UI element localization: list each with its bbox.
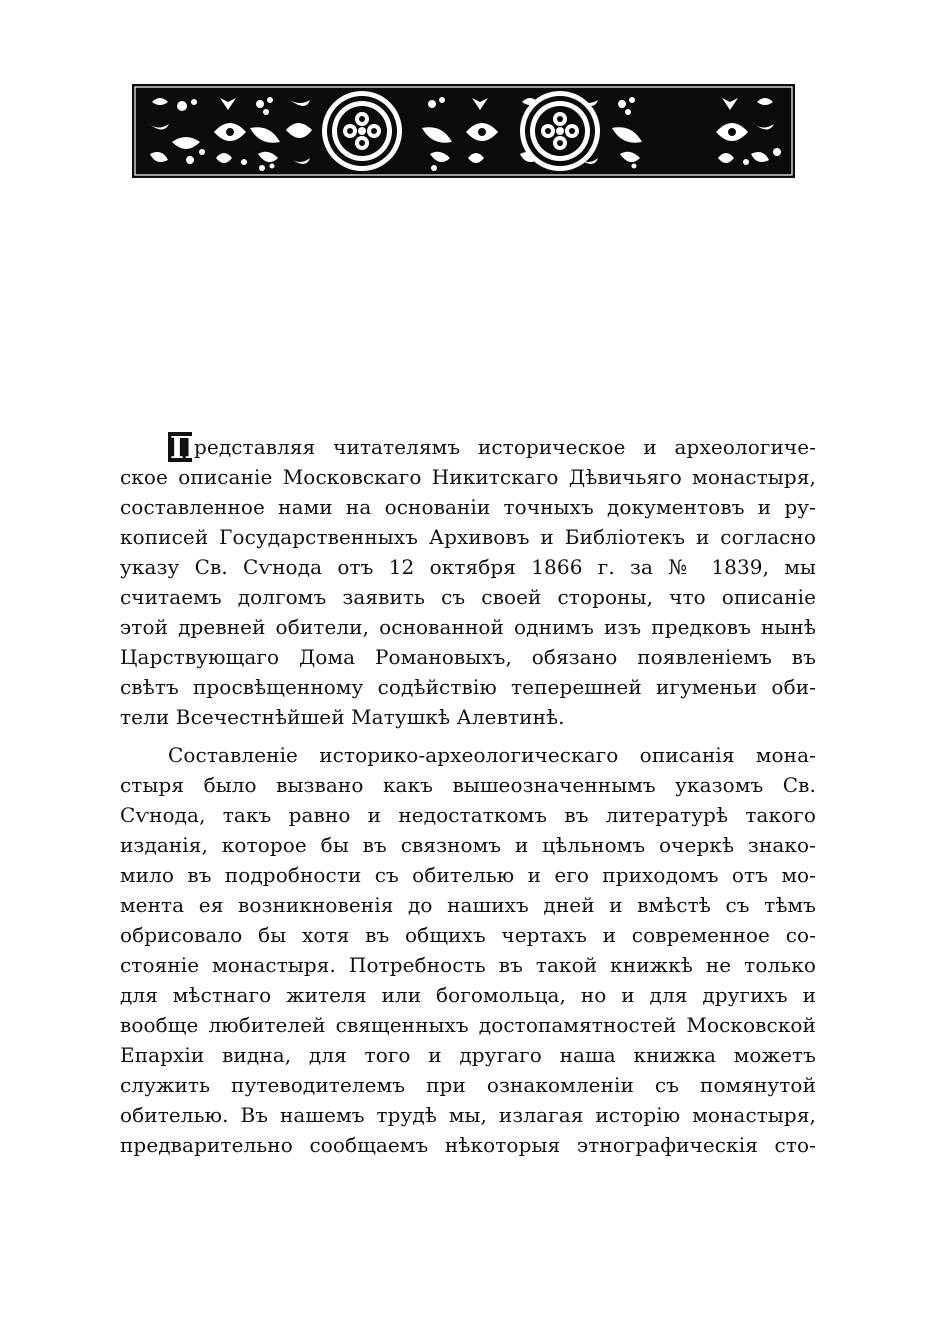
paragraph-2-line-14: предварительно сообщаемъ нѣкоторыя этнографическія сто- [120, 1133, 816, 1157]
paragraph-2-line-13: обителью. Въ нашемъ трудѣ мы, излагая исторію монастыря, [120, 1103, 816, 1127]
paragraph-1-line-4: кописей Государственныхъ Архивовъ и Библіотекъ и согласно [120, 525, 816, 549]
paragraph-1-line-5: указу Св. Сѵнода отъ 12 октября 1866 г. за № 1839, мы [120, 555, 816, 579]
paragraph-2-line-11: Епархіи видна, для того и другаго наша книжка можетъ [120, 1043, 816, 1067]
paragraph-2-line-7: обрисовало бы хотя въ общихъ чертахъ и современное со- [120, 923, 816, 947]
paragraph-1-line-3: составленное нами на основаніи точныхъ документовъ и ру- [120, 495, 816, 519]
paragraph-2-line-9: для мѣстнаго жителя или богомольца, но и для другихъ и [120, 983, 816, 1007]
paragraph-2-line-6: мента ея возникновенія до нашихъ дней и вмѣстѣ съ тѣмъ [120, 893, 816, 917]
paragraph-2-line-1: Составленіе историко-археологическаго описанія мона- [168, 743, 816, 767]
paragraph-1-line-1 [120, 431, 816, 466]
paragraph-2-line-12: служить путеводителемъ при ознакомленіи съ помянутой [120, 1073, 816, 1097]
paragraph-2-line-8: стояніе монастыря. Потребность въ такой книжкѣ не только [120, 953, 816, 977]
paragraph-2-line-4: изданія, которое бы въ связномъ и цѣльномъ очеркѣ знако- [120, 833, 816, 857]
dropcap-letter: П [170, 431, 199, 466]
paragraph-1-line-7: этой древней обители, основанной однимъ изъ предковъ нынѣ [120, 615, 816, 639]
paragraph-1-line-9: свѣтъ просвѣщенному содѣйствію теперешней игуменьи оби- [120, 675, 816, 699]
paragraph-2-line-5: мило въ подробности съ обителью и его приходомъ отъ мо- [120, 863, 816, 887]
paragraph-1-line-6: считаемъ долгомъ заявить съ своей стороны, что описаніе [120, 585, 816, 609]
paragraph-1-line-2: ское описаніе Московскаго Никитскаго Дѣвичьяго монастыря, [120, 465, 816, 489]
paragraph-2-line-10: вообще любителей священныхъ достопамятностей Московской [120, 1013, 816, 1037]
floral-ornament-band-icon [132, 84, 795, 178]
line-text: редставляя читателямъ историческое и археологиче- [194, 435, 816, 459]
paragraph-2-line-3: Сѵнода, такъ равно и недостаткомъ въ литературѣ такого [120, 803, 816, 827]
paragraph-1-line-10: тели Всечестнѣйшей Матушкѣ Алевтинѣ. [120, 705, 565, 729]
paragraph-1-line-8: Царствующаго Дома Романовыхъ, обязано появленіемъ въ [120, 645, 816, 669]
paragraph-2-line-2: стыря было вызвано какъ вышеозначеннымъ указомъ Св. [120, 773, 816, 797]
